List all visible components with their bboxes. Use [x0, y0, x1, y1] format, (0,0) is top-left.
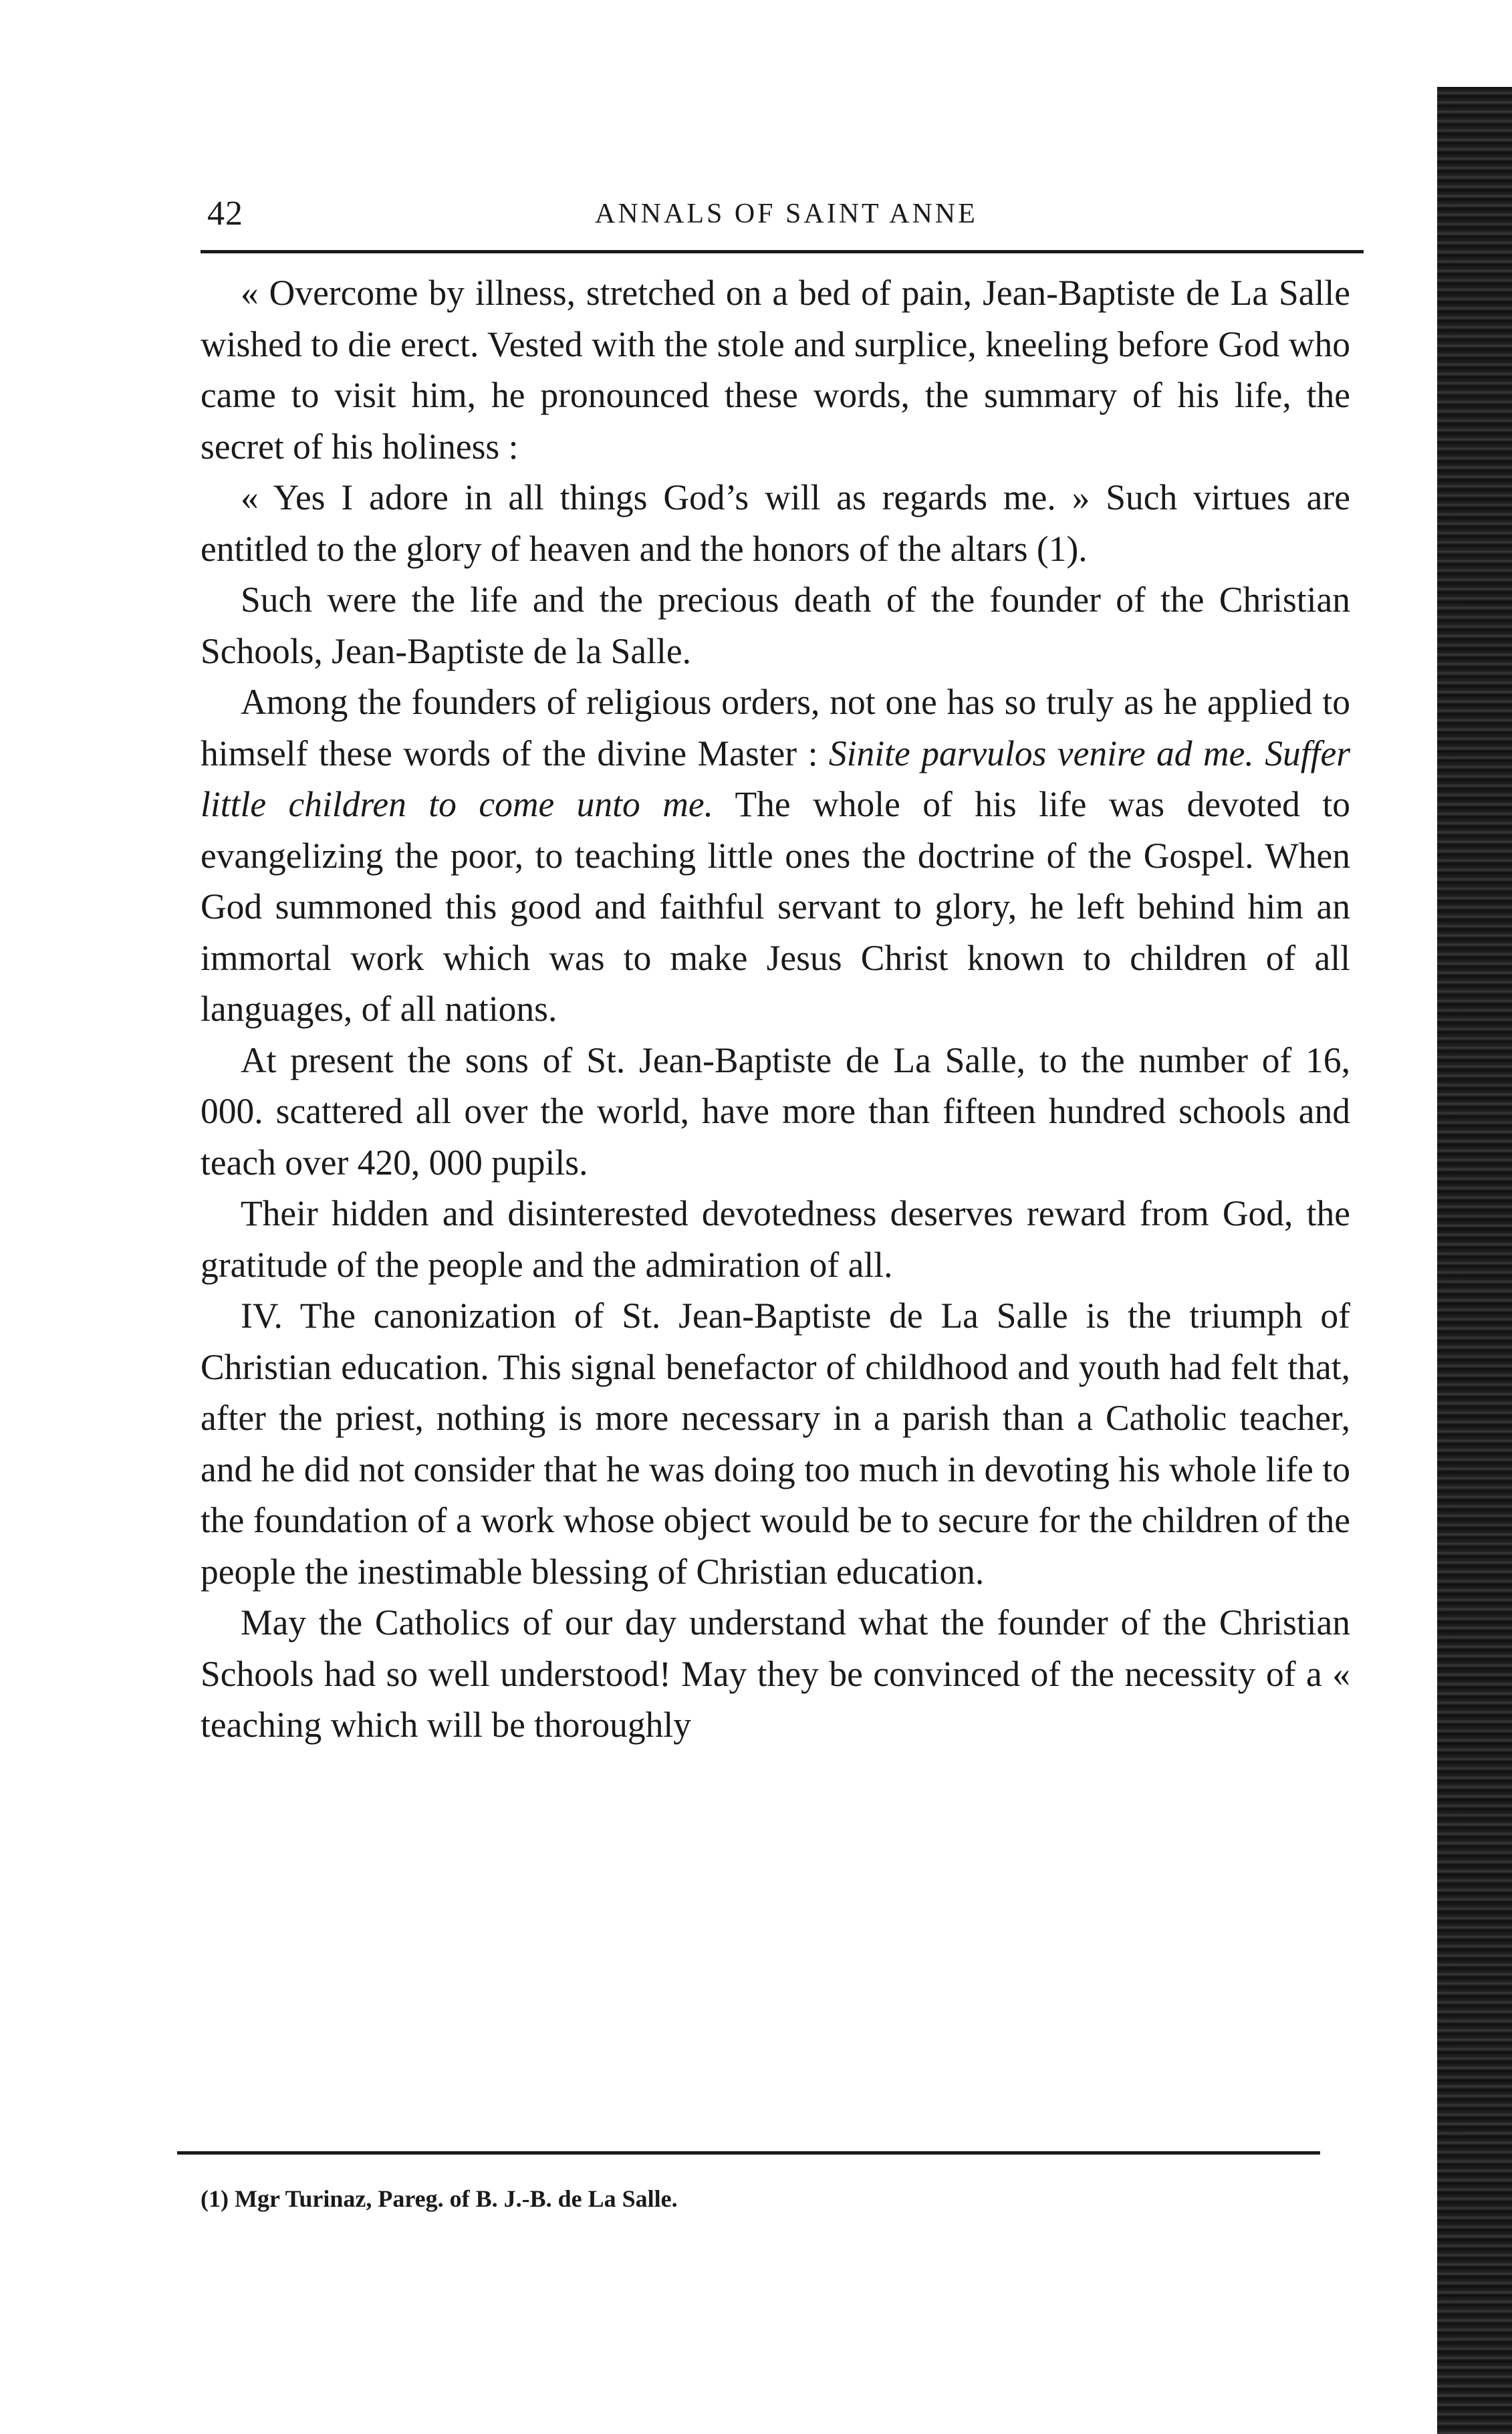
footnote: (1) Mgr Turinaz, Pareg. of B. J.-B. de La Salle. [201, 2185, 678, 2212]
paragraph: IV. The canonization of St. Jean-Baptiste de La Salle is the triumph of Christian education. This signal benefactor of childhood and youth had felt that, after the priest, nothing is more necessary in a parish than a Catholic teacher, and he did not consider that he was doing too much in devoting his whole life to the foundation of a work whose object would be to secure for the children of the people the inestimable blessing of Christian education. [201, 1296, 1350, 1592]
paragraph-quote [201, 677, 1350, 1035]
quote-translation: Suffer little children to come unto me. [201, 733, 1351, 824]
header-rule [201, 250, 1364, 253]
paragraph: « Overcome by illness, stretched on a bed of pain, Jean-Baptiste de La Salle wished to die erect. Vested with the stole and surplice, kneeling before God who came to visit him, he pronounced these words, the summary of his life, the secret of his holiness : [201, 273, 1350, 467]
footnote-rule [177, 2151, 1320, 2155]
latin-quote: Sinite parvulos venire ad me. [828, 733, 1254, 773]
body-text [201, 267, 1350, 1751]
page-header [207, 194, 1370, 247]
paragraph: Their hidden and disinterested devotedness deserves reward from God, the gratitude of the people and the admiration of all. [201, 1193, 1350, 1285]
quote-intro: Among the founders of religious orders, not one has so truly as he applied to himself these words of the divine Master : [201, 682, 1350, 773]
scan-edge-strip [1437, 87, 1512, 2434]
page-number: 42 [207, 195, 243, 233]
paragraph: May the Catholics of our day understand what the founder of the Christian Schools had so well understood! May they be convinced of the necessity of a « teaching which will be thoroughly [201, 1602, 1350, 1745]
paragraph: At present the sons of St. Jean-Baptiste de La Salle, to the number of 16, 000. scattered all over the world, have more than fifteen hundred schools and teach over 420, 000 pupils. [201, 1040, 1350, 1183]
running-title: ANNALS OF SAINT ANNE [595, 199, 978, 229]
paragraph: Such were the life and the precious death of the founder of the Christian Schools, Jean-Baptiste de la Salle. [201, 580, 1350, 671]
paragraph-continuation: The whole of his life was devoted to evangelizing the poor, to teaching little ones the doctrine of the Gospel. When God summoned this good and faithful servant to glory, he left behind him an immortal work which was to make Jesus Christ known to children of all languages, of all nations. [201, 784, 1350, 1029]
paragraph: « Yes I adore in all things God’s will as regards me. » Such virtues are entitled to the glory of heaven and the honors of the altars (1). [201, 477, 1350, 569]
